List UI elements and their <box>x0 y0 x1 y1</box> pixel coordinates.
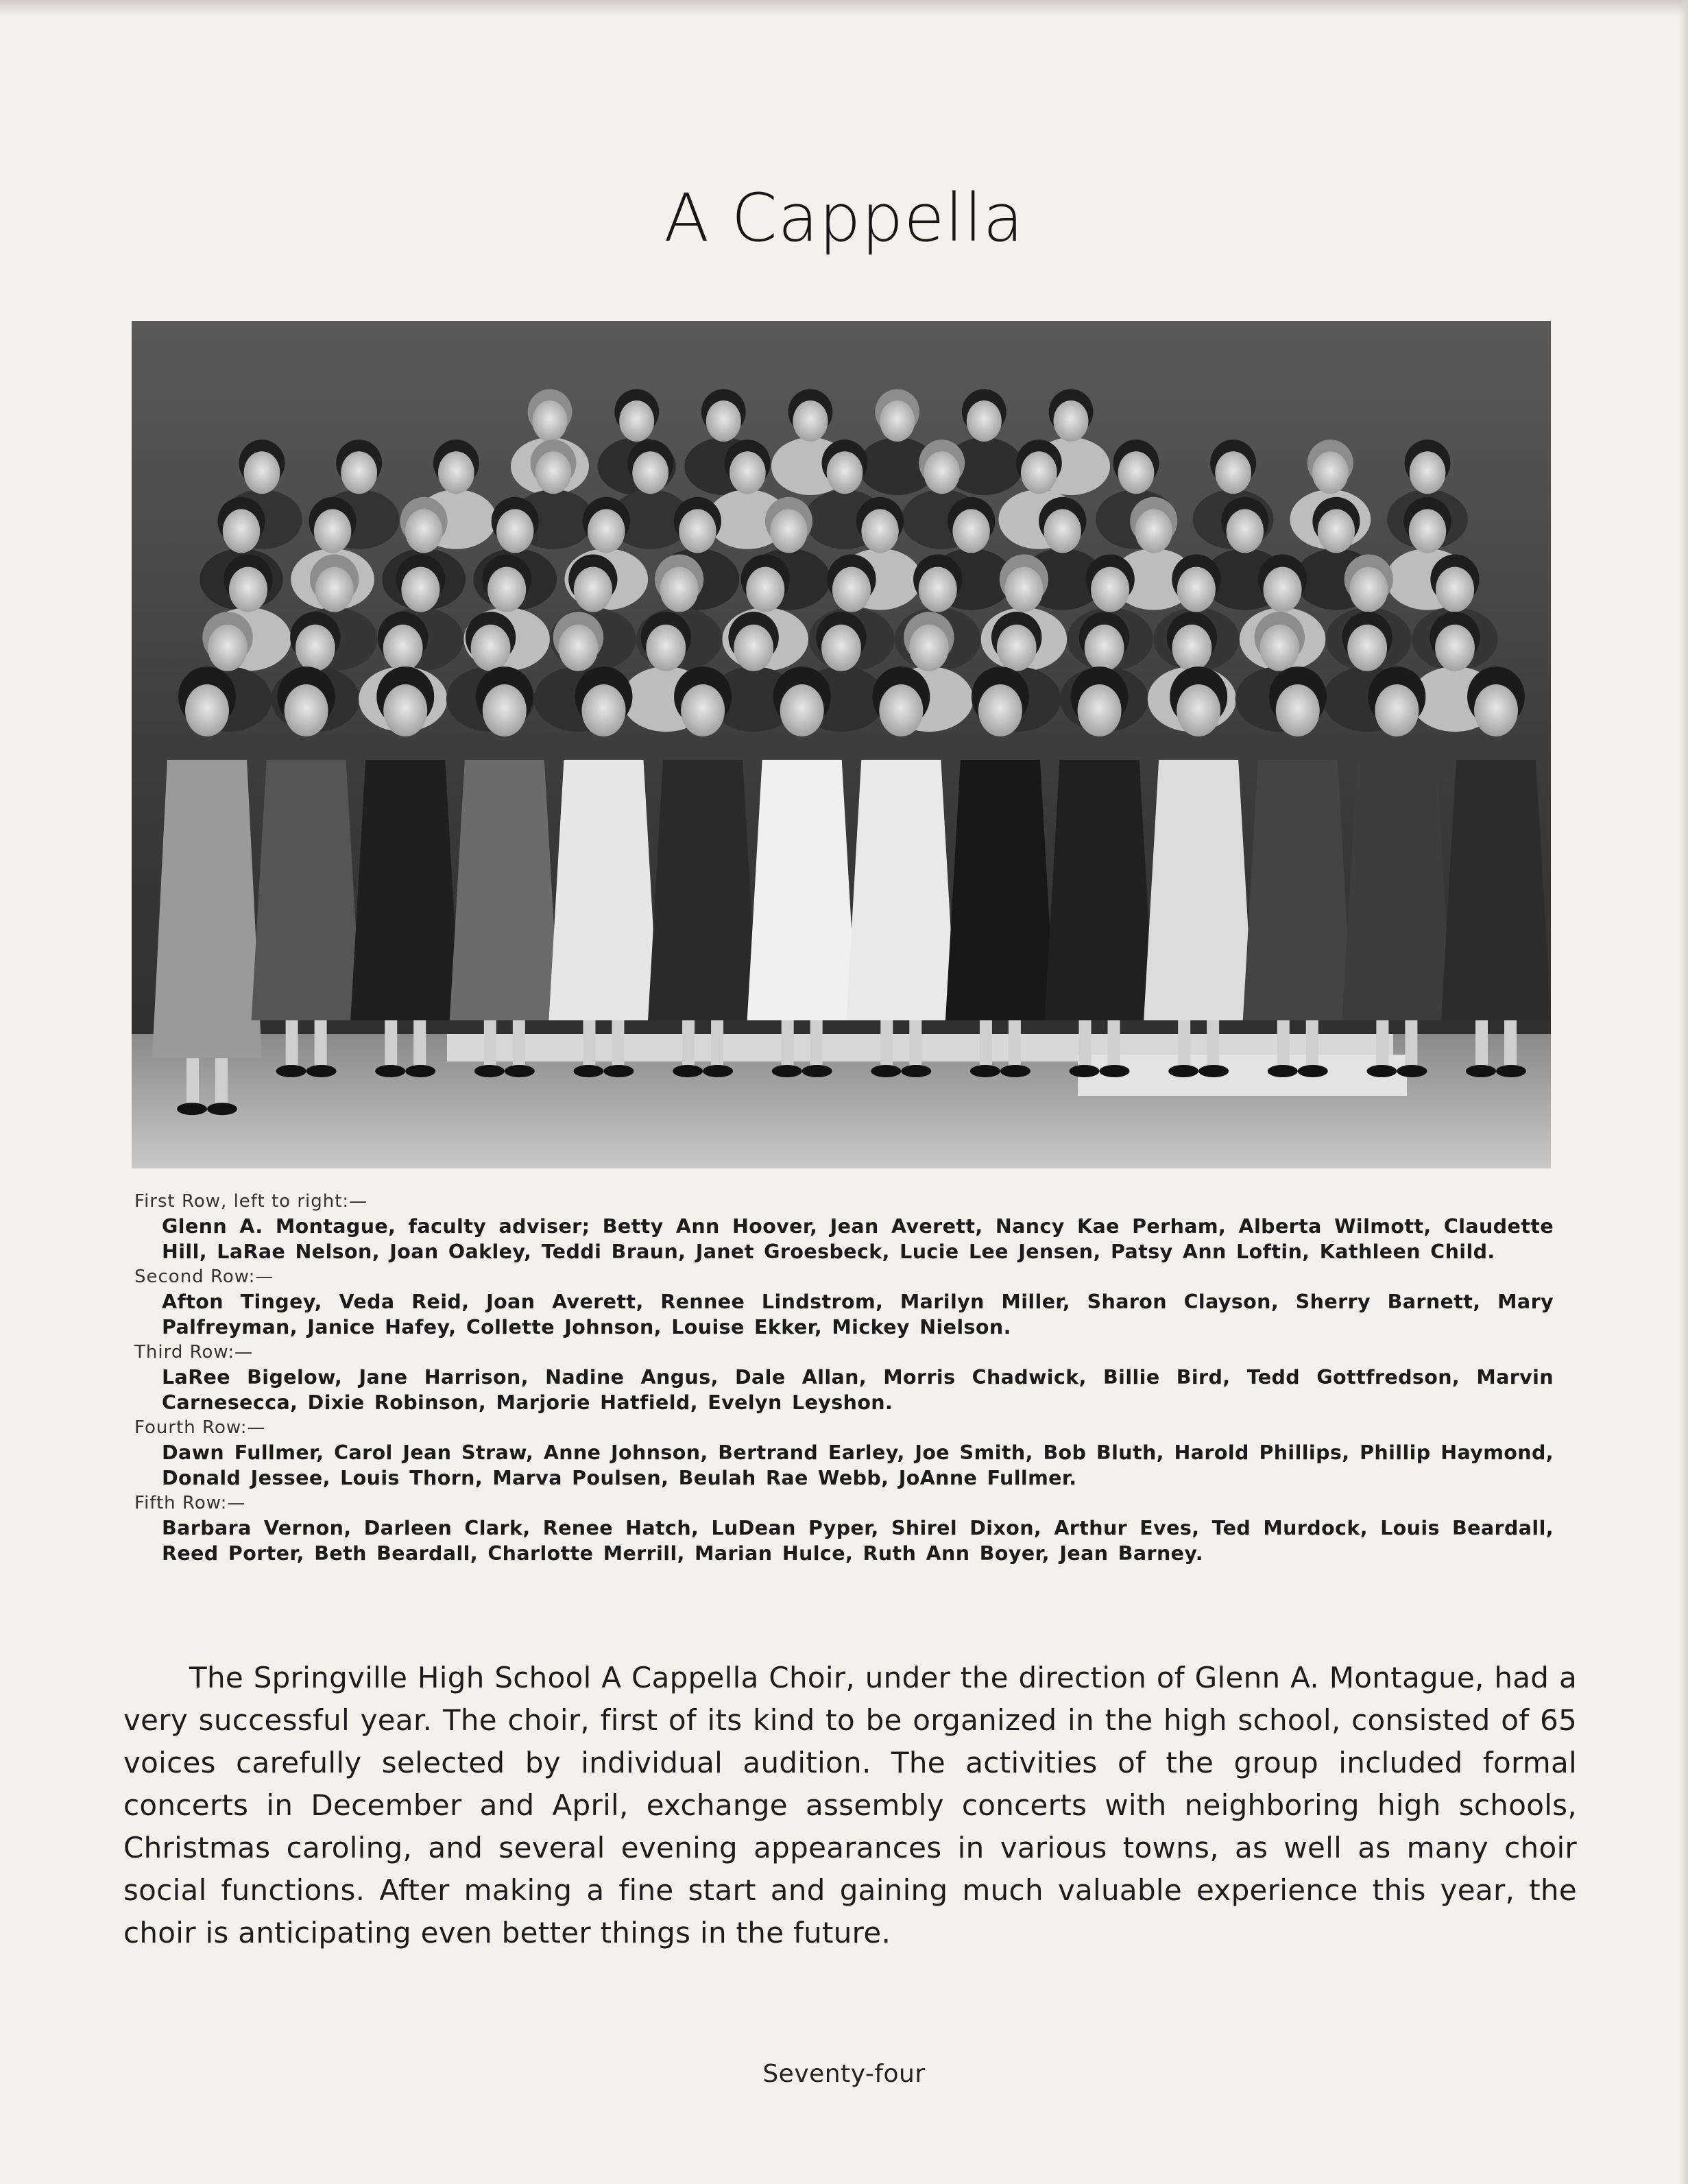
choir-member-face <box>1474 684 1518 736</box>
choir-member-leg <box>1504 1020 1517 1068</box>
choir-member-face <box>1436 567 1474 612</box>
choir-member-face <box>734 625 773 671</box>
row-names: Dawn Fullmer, Carol Jean Straw, Anne Johnson, Bertrand Earley, Joe Smith, Bob Bluth, Harold Phillips, Phillip Haymond, Donald Jessee, Louis Thorn, Marva Poulsen, Beulah Rae Webb, JoAnne Fullmer. <box>162 1441 1554 1489</box>
choir-member-dress <box>450 760 559 1020</box>
row-names: Barbara Vernon, Darleen Clark, Renee Hatch, LuDean Pyper, Shirel Dixon, Arthur Eves, Ted Murdock, Louis Beardall, Reed Porter, Beth Beardall, Charlotte Merrill, Marian Hulce, Ruth Ann Boyer, Jean Barney. <box>162 1517 1554 1565</box>
choir-member-dress <box>252 760 361 1020</box>
choir-member-shoe <box>901 1065 931 1077</box>
choir-member-face <box>487 567 526 612</box>
caption-row-2 <box>134 1264 1554 1340</box>
choir-member-leg <box>1475 1020 1488 1068</box>
choir-member-leg <box>484 1020 496 1068</box>
choir-member-face <box>632 451 668 494</box>
choir-member-dress <box>1441 760 1551 1020</box>
choir-member-face <box>861 509 898 553</box>
choir-member-face <box>967 400 1002 442</box>
choir-member-dress <box>350 760 460 1020</box>
choir-member-face <box>244 451 280 494</box>
choir-member-face <box>483 684 527 736</box>
choir-member-shoe <box>673 1065 703 1077</box>
choir-member-shoe <box>1000 1065 1030 1077</box>
choir-member-face <box>1375 684 1419 736</box>
choir-member-dress <box>846 760 956 1020</box>
page-edge-top <box>0 0 1688 15</box>
choir-member-shoe <box>871 1065 901 1077</box>
choir-member-face <box>1264 567 1302 612</box>
choir-member-face <box>978 684 1022 736</box>
choir-member-face <box>401 567 439 612</box>
page-edge-right <box>1678 0 1688 2184</box>
choir-member-shoe <box>1100 1065 1130 1077</box>
choir-member-face <box>1276 684 1320 736</box>
choir-member-face <box>588 509 625 553</box>
choir-member-face <box>533 400 568 442</box>
choir-member-face <box>1215 451 1251 494</box>
choir-member-face <box>619 400 654 442</box>
choir-member-leg <box>682 1020 695 1068</box>
choir-member-shoe <box>375 1065 405 1077</box>
row-names: LaRee Bigelow, Jane Harrison, Nadine Angus, Dale Allan, Morris Chadwick, Billie Bird, Tedd Gottfredson, Marvin Carnesecca, Dixie Robinson, Marjorie Hatfield, Evelyn Leyshon. <box>162 1366 1554 1414</box>
choir-member-leg <box>1306 1020 1318 1068</box>
choir-member-shoe <box>1198 1065 1229 1077</box>
choir-member-leg <box>1405 1020 1417 1068</box>
choir-group-photo <box>132 321 1551 1168</box>
choir-member-leg <box>880 1020 893 1068</box>
choir-member-face <box>780 684 824 736</box>
choir-member-face <box>405 509 442 553</box>
choir-member-face <box>1318 509 1355 553</box>
choir-member-face <box>1177 684 1220 736</box>
choir-member-face <box>1004 567 1043 612</box>
choir-member-shoe <box>306 1065 337 1077</box>
choir-member-shoe <box>802 1065 832 1077</box>
choir-member-leg <box>1079 1020 1092 1068</box>
choir-member-face <box>1349 567 1388 612</box>
choir-member-face <box>285 684 328 736</box>
choir-member-leg <box>413 1020 426 1068</box>
choir-member-dress <box>152 760 262 1058</box>
choir-member-leg <box>1277 1020 1290 1068</box>
row-names: Glenn A. Montague, faculty adviser; Betty Ann Hoover, Jean Averett, Nancy Kae Perham, Alberta Wilmott, Claudette Hill, LaRae Nelson, Joan Oakley, Teddi Braun, Janet Groesbeck, Lucie Lee Jensen, Patsy Ann Loftin, Kathleen Child. <box>162 1215 1554 1263</box>
choir-member-dress <box>648 760 758 1020</box>
choir-member-leg <box>583 1020 595 1068</box>
choir-member-face <box>1227 509 1264 553</box>
row-label: First Row, left to right:— <box>134 1191 368 1212</box>
choir-member-face <box>679 509 716 553</box>
row-label: Third Row:— <box>134 1342 253 1363</box>
choir-member-face <box>1044 509 1081 553</box>
choir-member-face <box>229 567 267 612</box>
choir-member-dress <box>1342 760 1451 1020</box>
choir-member-face <box>681 684 725 736</box>
choir-member-face <box>1435 625 1475 671</box>
choir-member-shoe <box>703 1065 733 1077</box>
choir-member-face <box>880 400 915 442</box>
choir-member-shoe <box>474 1065 505 1077</box>
choir-member-face <box>581 684 625 736</box>
choir-member-face <box>296 625 335 671</box>
choir-member-face <box>793 400 828 442</box>
choir-member-face <box>1177 567 1216 612</box>
choir-member-shoe <box>1268 1065 1298 1077</box>
choir-member-face <box>383 684 427 736</box>
choir-member-face <box>1135 509 1172 553</box>
choir-member-face <box>1118 451 1155 494</box>
choir-member-leg <box>980 1020 992 1068</box>
caption-row-3 <box>134 1340 1554 1415</box>
caption-row-5 <box>134 1491 1554 1566</box>
choir-member-face <box>730 451 766 494</box>
description-paragraph: The Springville High School A Cappella Choir, under the direction of Glenn A. Montague, had a very successful year. The choir, first of its kind to be organized in the high school, consisted of 65 voices carefully selected by individual audition. The activities of the group included formal concerts in December and April, exchange assembly concerts with neighboring high schools, Christmas caroling, and several evening appearances in various towns, as well as many choir social functions. After making a fine start and gaining much valuable experience this year, the choir is anticipating even better things in the future. <box>123 1661 1577 1949</box>
choir-member-shoe <box>505 1065 535 1077</box>
choir-member-face <box>1172 625 1212 671</box>
choir-member-shoe <box>1496 1065 1526 1077</box>
choir-member-face <box>314 509 351 553</box>
choir-member-face <box>341 451 377 494</box>
choir-member-leg <box>909 1020 921 1068</box>
choir-member-face <box>1021 451 1057 494</box>
choir-member-leg <box>1207 1020 1219 1068</box>
choir-member-face <box>706 400 741 442</box>
choir-member-shoe <box>1070 1065 1100 1077</box>
choir-member-face <box>660 567 699 612</box>
choir-member-face <box>185 684 229 736</box>
choir-member-leg <box>1178 1020 1190 1068</box>
choir-member-face <box>223 509 260 553</box>
page-title: A Cappella <box>664 180 1024 256</box>
choir-member-face <box>1347 625 1387 671</box>
choir-member-face <box>909 625 949 671</box>
choir-member-leg <box>782 1020 794 1068</box>
choir-member-face <box>574 567 612 612</box>
choir-member-leg <box>286 1020 298 1068</box>
choir-member-face <box>471 625 511 671</box>
choir-member-face <box>383 625 423 671</box>
choir-member-dress <box>548 760 658 1020</box>
row-label: Second Row:— <box>134 1267 274 1287</box>
choir-member-face <box>1078 684 1122 736</box>
choir-member-shoe <box>177 1103 207 1115</box>
choir-member-face <box>646 625 686 671</box>
choir-member-leg <box>810 1020 823 1068</box>
choir-member-shoe <box>772 1065 802 1077</box>
choir-member-leg <box>513 1020 525 1068</box>
choir-member-shoe <box>207 1103 237 1115</box>
choir-member-leg <box>1376 1020 1388 1068</box>
choir-member-leg <box>385 1020 397 1068</box>
choir-member-face <box>496 509 533 553</box>
choir-member-face <box>1091 567 1129 612</box>
choir-member-face <box>559 625 599 671</box>
choir-member-face <box>315 567 354 612</box>
choir-member-face <box>535 451 572 494</box>
choir-member-face <box>1054 400 1089 442</box>
row-names: Afton Tingey, Veda Reid, Joan Averett, Rennee Lindstrom, Marilyn Miller, Sharon Clayson, Sherry Barnett, Mary Palfreyman, Janice Hafey, Collette Johnson, Louise Ekker, Mickey Nielson. <box>162 1291 1554 1339</box>
photo-caption <box>134 1189 1554 1566</box>
choir-member-dress <box>1144 760 1253 1020</box>
caption-row-4 <box>134 1415 1554 1491</box>
choir-member-face <box>832 567 871 612</box>
choir-member-face <box>997 625 1037 671</box>
choir-member-face <box>827 451 863 494</box>
choir-member-dress <box>1243 760 1353 1020</box>
choir-member-shoe <box>1466 1065 1496 1077</box>
choir-member-shoe <box>1298 1065 1328 1077</box>
choir-member-shoe <box>1366 1065 1397 1077</box>
choir-member-leg <box>215 1058 228 1106</box>
choir-member-leg <box>186 1058 199 1106</box>
choir-member-face <box>952 509 989 553</box>
choir-member-face <box>879 684 923 736</box>
choir-member-face <box>770 509 807 553</box>
choir-member-shoe <box>405 1065 435 1077</box>
choir-member-face <box>208 625 248 671</box>
choir-member-dress <box>945 760 1055 1020</box>
choir-member-face <box>1409 509 1446 553</box>
choir-member-shoe <box>1168 1065 1198 1077</box>
choir-member-leg <box>711 1020 723 1068</box>
page-number: Seventy-four <box>762 2060 926 2088</box>
choir-member-face <box>821 625 861 671</box>
choir-member-face <box>1312 451 1349 494</box>
choir-member-shoe <box>1397 1065 1427 1077</box>
row-label: Fourth Row:— <box>134 1417 266 1438</box>
choir-member-shoe <box>276 1065 306 1077</box>
choir-member-leg <box>612 1020 624 1068</box>
choir-member-leg <box>315 1020 327 1068</box>
choir-member-dress <box>1045 760 1155 1020</box>
choir-member-face <box>919 567 957 612</box>
choir-member-face <box>1410 451 1446 494</box>
choir-member-face <box>924 451 960 494</box>
choir-member-shoe <box>603 1065 634 1077</box>
choir-member-face <box>1259 625 1299 671</box>
caption-row-1 <box>134 1189 1554 1264</box>
choir-member-leg <box>1108 1020 1120 1068</box>
choir-member-face <box>746 567 784 612</box>
choir-member-dress <box>747 760 857 1020</box>
choir-member-face <box>1085 625 1124 671</box>
choir-member-shoe <box>970 1065 1000 1077</box>
choir-member-leg <box>1009 1020 1021 1068</box>
choir-member-shoe <box>573 1065 603 1077</box>
choir-member-face <box>438 451 474 494</box>
row-label: Fifth Row:— <box>134 1493 246 1513</box>
